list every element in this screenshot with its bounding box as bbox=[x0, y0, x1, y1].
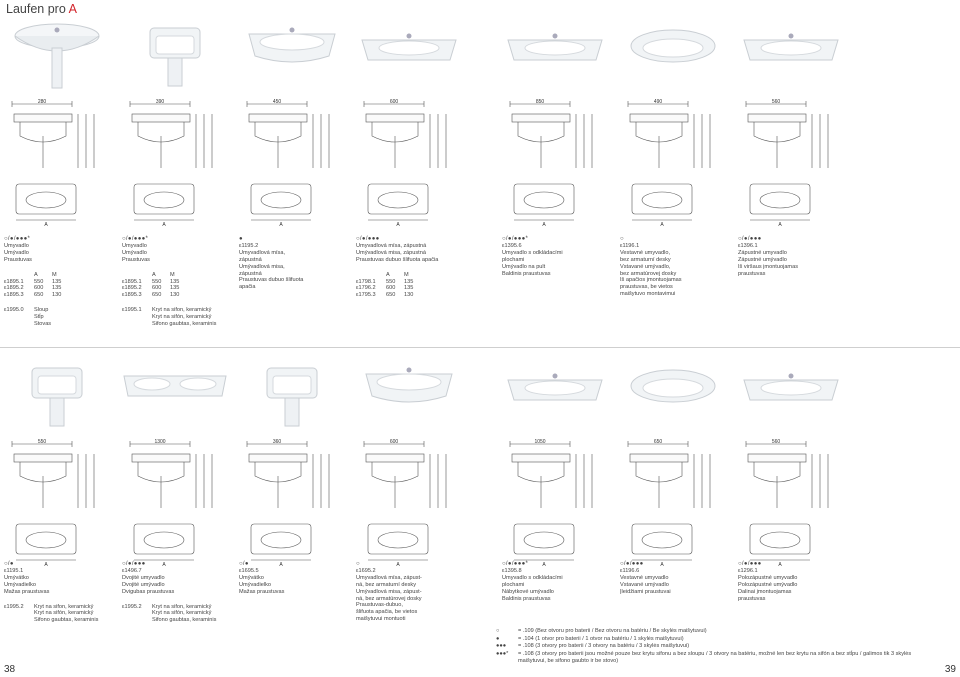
description-line: maišytuvui montuoti bbox=[356, 616, 406, 623]
size-a: 600 bbox=[386, 285, 396, 292]
accessory-name: Stovas bbox=[34, 321, 52, 328]
title-prefix: Laufen pro bbox=[6, 2, 66, 16]
description-line: Umývadlová misa, bbox=[239, 263, 285, 270]
svg-text:A: A bbox=[778, 562, 782, 566]
accessory-name: Kryt na sifón, keramický bbox=[152, 314, 212, 321]
product-photo bbox=[500, 16, 610, 92]
product-description bbox=[738, 561, 850, 602]
size-code: ε1798.1 bbox=[356, 278, 376, 285]
hole-option-symbol: ○ bbox=[356, 561, 360, 567]
size-row bbox=[4, 279, 116, 286]
technical-drawing bbox=[237, 96, 347, 226]
description-line: Baldinis praustuvas bbox=[502, 270, 551, 277]
description-line: Įleidžiami praustuvai bbox=[620, 588, 671, 595]
accessory-name: Kryt na sifon, keramický bbox=[152, 603, 212, 610]
accessory-row bbox=[122, 307, 234, 314]
hole-option-symbol: ○/●/●●● bbox=[738, 561, 762, 567]
accessory-row bbox=[122, 314, 234, 321]
svg-text:1300: 1300 bbox=[154, 439, 166, 445]
size-a: 650 bbox=[152, 292, 162, 299]
product-code: ε1296.1 bbox=[738, 567, 758, 574]
hole-option-symbol: ○/●/●●●* bbox=[122, 236, 149, 242]
description-line: Mažas praustuvas bbox=[239, 588, 285, 595]
size-header: M bbox=[170, 271, 175, 278]
description-line: Umyvadlo bbox=[122, 242, 147, 249]
size-code: ε1796.2 bbox=[356, 285, 376, 292]
description-line: zápustná bbox=[239, 270, 262, 277]
svg-text:490: 490 bbox=[653, 99, 663, 105]
size-table bbox=[356, 272, 468, 300]
description-line: Praustuvas bbox=[122, 256, 150, 263]
product-code: ε1196.6 bbox=[620, 567, 640, 574]
description-line: Umývátko bbox=[4, 574, 29, 581]
svg-text:600: 600 bbox=[389, 99, 399, 105]
product-photo bbox=[500, 356, 610, 432]
accessory-list bbox=[122, 604, 234, 625]
size-row bbox=[122, 285, 234, 292]
product-description bbox=[122, 236, 234, 328]
hole-option-symbol: ○ bbox=[620, 236, 624, 242]
hole-option-symbol: ○/● bbox=[4, 561, 14, 567]
section-divider bbox=[0, 347, 960, 348]
size-a: 650 bbox=[34, 292, 44, 299]
product-description bbox=[239, 236, 351, 291]
title-letter: A bbox=[68, 2, 77, 16]
description-line: praustuvas bbox=[738, 595, 766, 602]
technical-drawing bbox=[2, 436, 112, 566]
size-table bbox=[122, 272, 234, 300]
product-description bbox=[502, 561, 614, 602]
product-photo bbox=[120, 356, 230, 432]
hole-legend bbox=[496, 628, 956, 666]
description-line: plochami bbox=[502, 256, 525, 263]
svg-text:A: A bbox=[162, 222, 166, 226]
size-row bbox=[122, 279, 234, 286]
technical-drawing bbox=[736, 436, 846, 566]
svg-text:A: A bbox=[542, 222, 546, 226]
description-line: Baldinis praustuvas bbox=[502, 595, 551, 602]
size-m: 135 bbox=[404, 278, 414, 285]
accessory-name: Kryt na sifón, keramický bbox=[152, 610, 212, 617]
size-row bbox=[356, 292, 468, 299]
accessory-row bbox=[122, 610, 234, 617]
product-photo bbox=[618, 16, 728, 92]
size-code: ε1895.2 bbox=[4, 285, 24, 292]
description-line: Iš apačios įmontuojamas bbox=[620, 277, 682, 284]
hole-option-symbol: ○/●/●●●* bbox=[502, 236, 529, 242]
legend-symbol: ○ bbox=[496, 628, 500, 634]
accessory-name: Sifono gaubtas, keraminis bbox=[152, 617, 217, 624]
accessory-list bbox=[122, 307, 234, 328]
product-description bbox=[502, 236, 614, 277]
svg-text:A: A bbox=[396, 562, 400, 566]
description-line: Umyvadlová mísa, bbox=[239, 249, 286, 256]
accessory-name: Kryt na sifon, keramický bbox=[34, 603, 94, 610]
svg-text:A: A bbox=[542, 562, 546, 566]
description-line: Umývadlo bbox=[122, 249, 147, 256]
technical-drawing bbox=[354, 96, 464, 226]
product-description bbox=[620, 236, 732, 298]
product-code: ε1395.8 bbox=[502, 567, 522, 574]
legend-item bbox=[496, 636, 956, 644]
size-a: 550 bbox=[152, 278, 162, 285]
technical-drawing bbox=[500, 96, 610, 226]
accessory-code: ε1995.1 bbox=[122, 307, 142, 314]
size-m: 135 bbox=[52, 285, 62, 292]
product-description bbox=[239, 561, 351, 596]
description-line: Mažas praustuvas bbox=[4, 588, 50, 595]
description-line: Vestavné umyvadlo bbox=[620, 574, 669, 581]
accessory-row bbox=[4, 610, 116, 617]
product-photo bbox=[237, 16, 347, 92]
size-m: 135 bbox=[170, 285, 180, 292]
product-description bbox=[356, 236, 468, 299]
size-m: 135 bbox=[52, 278, 62, 285]
description-line: maišytuvo montavimui bbox=[620, 291, 676, 298]
size-row bbox=[4, 285, 116, 292]
hole-option-symbol: ○/●/●●● bbox=[122, 561, 146, 567]
product-photo bbox=[2, 356, 112, 432]
product-description bbox=[620, 561, 732, 596]
product-description bbox=[122, 561, 234, 624]
product-photo bbox=[237, 356, 347, 432]
product-code: ε1695.2 bbox=[356, 567, 376, 574]
legend-text: = .109 (Bez otvoru pro baterii / Bez otvoru na batériu / Be skylės maišytuvui) bbox=[518, 628, 707, 634]
technical-drawing bbox=[120, 436, 230, 566]
legend-text: = .104 (1 otvor pro baterii / 1 otvor na batériu / 1 skylės maišytuvui) bbox=[518, 635, 684, 642]
product-photo bbox=[354, 356, 464, 432]
accessory-row bbox=[4, 604, 116, 611]
size-code: ε1895.1 bbox=[4, 278, 24, 285]
legend-item bbox=[496, 651, 956, 659]
product-photo bbox=[2, 16, 112, 92]
description-line: Praustuvas bbox=[4, 256, 32, 263]
page-number-left: 38 bbox=[4, 664, 16, 675]
page-title bbox=[6, 2, 77, 16]
svg-text:A: A bbox=[778, 222, 782, 226]
svg-text:A: A bbox=[162, 562, 166, 566]
accessory-row bbox=[4, 321, 116, 328]
size-code: ε1895.3 bbox=[122, 292, 142, 299]
product-photo bbox=[736, 16, 846, 92]
svg-text:A: A bbox=[44, 562, 48, 566]
description-line: Dvojité umyvadlo bbox=[122, 574, 165, 581]
size-m: 135 bbox=[170, 278, 180, 285]
description-line: Umývadielko bbox=[239, 581, 272, 588]
description-line: Umývadlová misa, zápust- bbox=[356, 588, 422, 595]
description-line: apačia bbox=[239, 284, 256, 291]
accessory-row bbox=[122, 617, 234, 624]
size-a: 550 bbox=[386, 278, 396, 285]
description-line: Umyvadlová mísa, zápust- bbox=[356, 574, 422, 581]
accessory-name: Kryt na sifón, keramický bbox=[34, 610, 94, 617]
svg-text:600: 600 bbox=[389, 439, 399, 445]
description-line: Umyvadlo s odkládacími bbox=[502, 249, 563, 256]
legend-symbol: ●●● bbox=[496, 643, 507, 650]
size-code: ε1895.2 bbox=[122, 285, 142, 292]
legend-symbol: ● bbox=[496, 635, 500, 642]
hole-option-symbol: ○/●/●●● bbox=[356, 236, 380, 242]
product-photo bbox=[120, 16, 230, 92]
legend-item bbox=[496, 628, 956, 636]
description-line: Umývátko bbox=[239, 574, 264, 581]
legend-item bbox=[496, 643, 956, 651]
description-line: šlifuota apačia, be vietos bbox=[356, 609, 418, 616]
description-line: Zápustné umyvadlo bbox=[738, 249, 787, 256]
accessory-row bbox=[122, 604, 234, 611]
accessory-name: Sifono gaubtas, keraminis bbox=[152, 321, 217, 328]
product-row-1 bbox=[0, 16, 960, 346]
technical-drawing bbox=[618, 96, 728, 226]
product-code: ε1195.1 bbox=[4, 567, 24, 574]
product-code: ε1195.2 bbox=[239, 242, 259, 249]
description-line: Vstavané umývadlo bbox=[620, 581, 669, 588]
size-table bbox=[4, 272, 116, 300]
hole-option-symbol: ○/● bbox=[239, 561, 249, 567]
page-number-right: 39 bbox=[944, 664, 956, 675]
svg-text:A: A bbox=[279, 562, 283, 566]
accessory-name: Kryt na sifon, keramický bbox=[152, 307, 212, 314]
svg-text:280: 280 bbox=[37, 99, 47, 105]
legend-symbol: ●●●* bbox=[496, 650, 509, 657]
hole-option-symbol: ○/●/●●●* bbox=[502, 561, 529, 567]
description-line: Dalinai įmontuojamas bbox=[738, 588, 792, 595]
hole-option-symbol: ● bbox=[239, 236, 243, 242]
svg-text:560: 560 bbox=[771, 99, 781, 105]
product-description bbox=[4, 561, 116, 624]
size-header: M bbox=[404, 271, 409, 278]
product-photo bbox=[618, 356, 728, 432]
size-row bbox=[356, 279, 468, 286]
description-line: Dvigubas praustuvas bbox=[122, 588, 175, 595]
product-code: ε1695.5 bbox=[239, 567, 259, 574]
accessory-name: Stĺp bbox=[34, 314, 44, 321]
accessory-list bbox=[4, 307, 116, 328]
accessory-row bbox=[4, 617, 116, 624]
size-header: A bbox=[34, 271, 38, 278]
size-m: 130 bbox=[170, 292, 180, 299]
description-line: zápustná bbox=[239, 256, 262, 263]
product-row-2 bbox=[0, 356, 960, 656]
product-code: ε1395.6 bbox=[502, 242, 522, 249]
legend-item bbox=[496, 658, 956, 666]
technical-drawing bbox=[500, 436, 610, 566]
technical-drawing bbox=[237, 436, 347, 566]
svg-text:A: A bbox=[279, 222, 283, 226]
product-code: ε1396.1 bbox=[738, 242, 758, 249]
size-code: ε1895.1 bbox=[122, 278, 142, 285]
description-line: Umyvadlová mísa, zápustná bbox=[356, 242, 427, 249]
technical-drawing bbox=[618, 436, 728, 566]
description-line: praustuvas, be vietos bbox=[620, 284, 673, 291]
description-line: Umyvadlo bbox=[4, 242, 29, 249]
description-line: Nábytkové umývadlo bbox=[502, 588, 554, 595]
svg-text:650: 650 bbox=[653, 439, 663, 445]
accessory-name: Sifono gaubtas, keraminis bbox=[34, 617, 99, 624]
svg-text:560: 560 bbox=[771, 439, 781, 445]
size-a: 600 bbox=[34, 285, 44, 292]
hole-option-symbol: ○/●/●●●* bbox=[4, 236, 31, 242]
product-code: ε1196.1 bbox=[620, 242, 640, 249]
accessory-code: ε1995.2 bbox=[122, 603, 142, 610]
svg-text:A: A bbox=[660, 222, 664, 226]
description-line: Umyvadlo s odkládacími bbox=[502, 574, 563, 581]
svg-text:360: 360 bbox=[272, 439, 282, 445]
legend-text: = .108 (3 otvory pro baterii / 3 otvory na batériu / 3 skylės maišytuvui) bbox=[518, 643, 690, 650]
svg-text:1050: 1050 bbox=[534, 439, 546, 445]
product-photo bbox=[736, 356, 846, 432]
technical-drawing bbox=[2, 96, 112, 226]
accessory-row bbox=[122, 321, 234, 328]
svg-text:A: A bbox=[44, 222, 48, 226]
product-description bbox=[738, 236, 850, 277]
description-line: bez armatúrovej dosky bbox=[620, 270, 677, 277]
svg-text:A: A bbox=[396, 222, 400, 226]
product-description bbox=[356, 561, 468, 623]
size-row bbox=[356, 285, 468, 292]
accessory-list bbox=[4, 604, 116, 625]
accessory-name: Sloup bbox=[34, 307, 49, 314]
svg-text:390: 390 bbox=[155, 99, 165, 105]
hole-option-symbol: ○/●/●●● bbox=[738, 236, 762, 242]
description-line: bez armaturní desky bbox=[620, 256, 671, 263]
legend-text: maišytuvui, be sifono gaubto ir be stovo) bbox=[518, 658, 619, 665]
product-photo bbox=[354, 16, 464, 92]
description-line: Zápustné umývadlo bbox=[738, 256, 787, 263]
size-m: 135 bbox=[404, 285, 414, 292]
size-header: M bbox=[52, 271, 57, 278]
size-code: ε1795.3 bbox=[356, 292, 376, 299]
accessory-row bbox=[4, 307, 116, 314]
accessory-row bbox=[4, 314, 116, 321]
size-row bbox=[4, 292, 116, 299]
technical-drawing bbox=[354, 436, 464, 566]
technical-drawing bbox=[120, 96, 230, 226]
accessory-code: ε1995.0 bbox=[4, 307, 24, 314]
description-line: Vstavané umývadlo, bbox=[620, 263, 671, 270]
description-line: Dvojité umývadlo bbox=[122, 581, 165, 588]
legend-text: = .108 (3 otvory pro baterii jsou možné pouze bez krytu sifonu a bez sloupu / 3 otvory na batériu, možné len bez krytu na sifón a bez stĺpu / galimos tik 3 skylės bbox=[518, 650, 912, 657]
svg-text:550: 550 bbox=[37, 439, 47, 445]
description-line: Praustuvas dubuo šlifuota bbox=[239, 277, 304, 284]
product-description bbox=[4, 236, 116, 328]
description-line: ná, bez armaturní desky bbox=[356, 581, 417, 588]
size-code: ε1895.3 bbox=[4, 292, 24, 299]
svg-text:450: 450 bbox=[272, 99, 282, 105]
description-line: Iš viršaus įmontuojamas bbox=[738, 263, 798, 270]
description-line: Umývadlo bbox=[4, 249, 29, 256]
size-m: 130 bbox=[52, 292, 62, 299]
technical-drawing bbox=[736, 96, 846, 226]
svg-text:A: A bbox=[660, 562, 664, 566]
description-line: Umývadlo na pult bbox=[502, 263, 546, 270]
description-line: Polozápustné umyvadlo bbox=[738, 574, 798, 581]
description-line: ná, bez armatúrovej dosky bbox=[356, 595, 422, 602]
description-line: Polozápustné umývadlo bbox=[738, 581, 798, 588]
size-row bbox=[122, 292, 234, 299]
description-line: Umývadielko bbox=[4, 581, 37, 588]
description-line: Praustuvas dubuo šlifuota apačia bbox=[356, 256, 439, 263]
description-line: Vestavné umyvadlo, bbox=[620, 249, 671, 256]
size-m: 130 bbox=[404, 292, 414, 299]
size-a: 650 bbox=[386, 292, 396, 299]
description-line: Praustuvas-dubuo, bbox=[356, 602, 403, 609]
size-a: 600 bbox=[152, 285, 162, 292]
size-a: 550 bbox=[34, 278, 44, 285]
size-header: A bbox=[152, 271, 156, 278]
size-header: A bbox=[386, 271, 390, 278]
hole-option-symbol: ○/●/●●● bbox=[620, 561, 644, 567]
accessory-code: ε1995.2 bbox=[4, 603, 24, 610]
svg-text:850: 850 bbox=[535, 99, 545, 105]
description-line: Umývadlová misa, zápustná bbox=[356, 249, 426, 256]
product-code: ε1496.7 bbox=[122, 567, 142, 574]
description-line: praustuvas bbox=[738, 270, 766, 277]
description-line: plochami bbox=[502, 581, 525, 588]
